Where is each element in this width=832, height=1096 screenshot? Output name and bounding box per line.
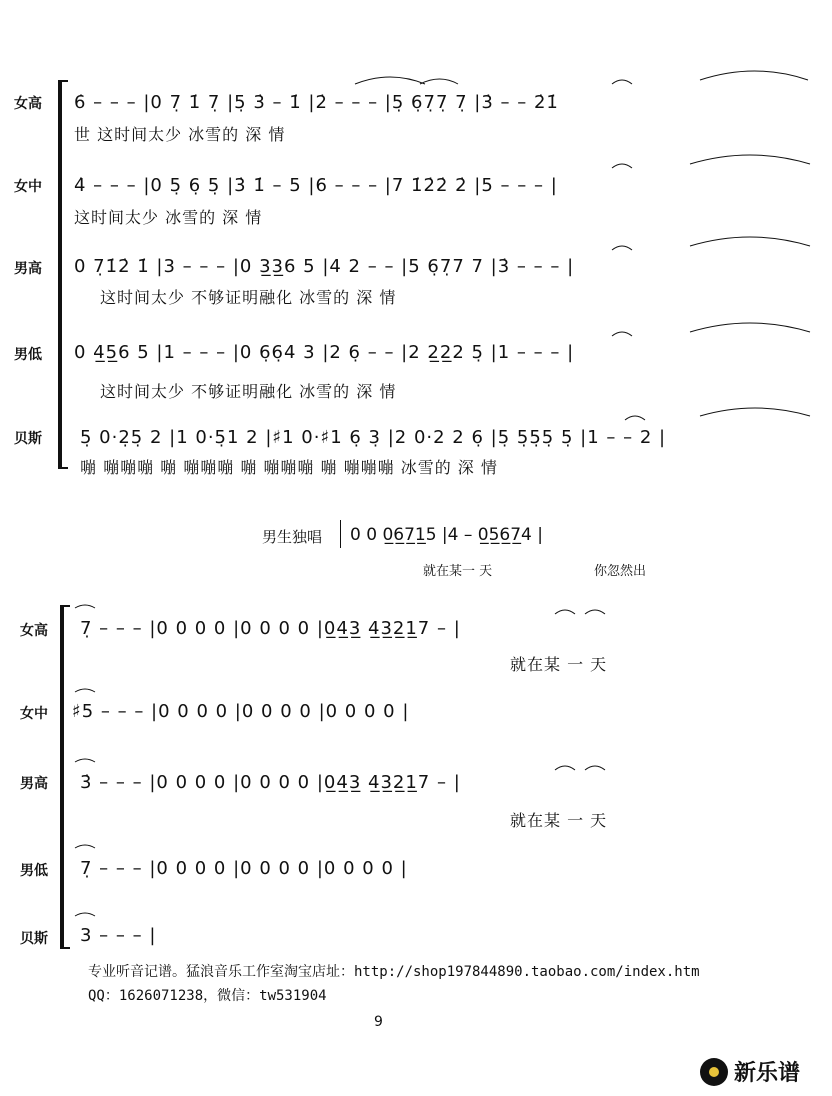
slur-bass-2 <box>700 408 810 416</box>
brand-name: 新乐谱 <box>734 1061 801 1086</box>
solo-label: 男生独唱 <box>262 528 323 546</box>
slur-s2-soprano <box>75 605 95 608</box>
system1-lyrics-bass: 嘣 嘣嘣嘣 嘣 嘣嘣嘣 嘣 嘣嘣嘣 嘣 嘣嘣嘣 冰雪的 深 情 <box>80 458 498 477</box>
solo-lyric-1: 就在某一 天 <box>423 564 493 579</box>
system2-notes-tenor: 3̇ – – – |0 0 0 0 |0 0 0 0 |0̲4̲3̲ 4̲3̲2̲1̲7 – | <box>80 772 461 793</box>
system2-part-label-bass: 贝斯 <box>20 931 48 947</box>
slur-s2-bass <box>75 913 95 916</box>
slur-baritone-1 <box>612 332 632 336</box>
system1-notes-soprano: 6̇ – – – |0 7̣ 1̇ 7̣ |5̣ 3̇ – 1̇ |2̇ – – – |5̣ 6̣7̣7̣ 7̣ |3̇ – – 2̇1̇ <box>74 92 559 113</box>
system1-notes-baritone: 0 4̲5̲6 5 |1 – – – |0 6̣6̣4 3 |2 6̣ – – |2 2̲2̲2 5̣ |1 – – – | <box>74 342 575 363</box>
system1-part-label-alto: 女中 <box>14 179 42 195</box>
system1-lyrics-baritone: 这时间太少 不够证明融化 冰雪的 深 情 <box>100 382 397 401</box>
slur-s2-alto <box>75 689 95 692</box>
footer-line-1: 专业听音记谱。猛浪音乐工作室淘宝店址：http://shop197844890.taobao.com/index.htm <box>88 964 700 980</box>
slur-alto-1 <box>612 164 632 168</box>
solo-lyric-2: 你忽然出 <box>594 564 647 579</box>
footer-line-2: QQ：1626071238，微信：tw531904 <box>88 988 327 1004</box>
brand-logo <box>700 1056 800 1087</box>
system2-lyrics-tenor: 就在某 一 天 <box>510 811 608 830</box>
slur-soprano-1 <box>355 77 425 84</box>
system2-notes-bass: 3 – – – | <box>80 925 157 946</box>
system1-part-label-bass: 贝斯 <box>14 431 42 447</box>
slur-s2-soprano-b <box>555 610 575 614</box>
vinyl-record-icon <box>700 1058 728 1086</box>
slur-baritone-2 <box>690 323 810 332</box>
system2-brace <box>60 605 70 949</box>
system2-part-label-soprano: 女高 <box>20 623 48 639</box>
system1-notes-tenor: 0 7̣1̇2̇ 1̇ |3 – – – |0 3̲3̲6 5 |4 2 – – |5 6̣7̣7 7 |3̇ – – – | <box>74 256 575 277</box>
system2-notes-soprano: 7̣ – – – |0 0 0 0 |0 0 0 0 |0̲4̲3̲ 4̲3̲2̲1̲7 – | <box>80 618 461 639</box>
slur-soprano-3 <box>612 80 632 84</box>
system1-notes-bass: 5̣ 0·2̣5̣ 2 |1 0·5̣1 2 |♯1 0·♯1 6̣ 3̣ |2 0·2 2 6̣ |5̣ 5̣5̣5̣ 5̣ |1 – – 2 | <box>80 427 667 448</box>
slur-soprano-2 <box>420 79 458 84</box>
slur-s2-soprano-c <box>585 610 605 614</box>
slur-alto-2 <box>690 155 810 164</box>
system2-lyrics-soprano: 就在某 一 天 <box>510 655 608 674</box>
system2-notes-alto: ♯5 – – – |0 0 0 0 |0 0 0 0 |0 0 0 0 | <box>72 701 410 722</box>
page-number: 9 <box>374 1014 383 1030</box>
slur-tenor-2 <box>690 237 810 246</box>
slur-s2-tenor-b <box>555 766 575 770</box>
solo-notes: 0 0 0̲6̲7̲1̲5 |4 – 0̲5̲6̲7̲4 | <box>350 525 543 545</box>
system1-lyrics-soprano: 世 这时间太少 冰雪的 深 情 <box>74 125 286 144</box>
slur-s2-tenor <box>75 759 95 762</box>
system1-part-label-soprano: 女高 <box>14 96 42 112</box>
system2-part-label-baritone: 男低 <box>20 863 48 879</box>
slur-soprano-4 <box>700 71 808 80</box>
system1-lyrics-alto: 这时间太少 冰雪的 深 情 <box>74 208 263 227</box>
system2-part-label-tenor: 男高 <box>20 776 48 792</box>
system1-part-label-baritone: 男低 <box>14 347 42 363</box>
solo-start-bar <box>340 520 341 548</box>
slur-s2-tenor-c <box>585 766 605 770</box>
slur-tenor-1 <box>612 246 632 250</box>
system2-notes-baritone: 7̣ – – – |0 0 0 0 |0 0 0 0 |0 0 0 0 | <box>80 858 408 879</box>
slur-bass-1 <box>625 416 645 420</box>
system2-part-label-alto: 女中 <box>20 706 48 722</box>
slur-s2-baritone <box>75 845 95 848</box>
system1-lyrics-tenor: 这时间太少 不够证明融化 冰雪的 深 情 <box>100 288 397 307</box>
system1-notes-alto: 4̇ – – – |0 5̣ 6̣ 5̣ |3̇ 1̇ – 5 |6 – – – |7 1̇2̇2̇ 2̇ |5 – – – | <box>74 175 558 196</box>
system1-part-label-tenor: 男高 <box>14 261 42 277</box>
